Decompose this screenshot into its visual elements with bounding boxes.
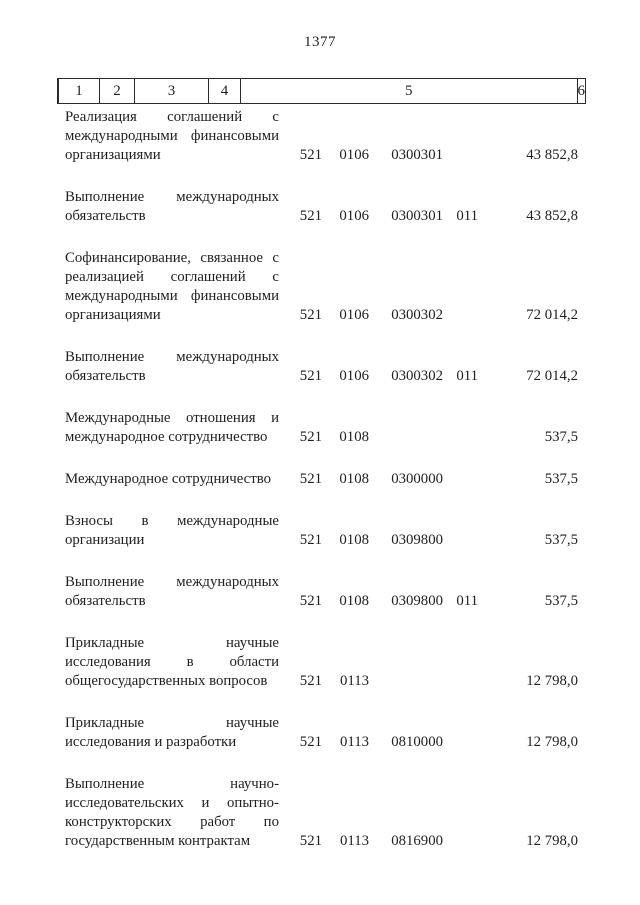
cell-agency-code: 521: [299, 471, 322, 487]
cell-agency-code: 521: [299, 429, 322, 445]
cell-name: Выполнение международных обязательств: [65, 574, 279, 609]
cell-item-code: 0300000: [391, 471, 443, 487]
cell-name: Выполнение международных обязательств: [65, 349, 279, 384]
table-row: [65, 634, 578, 691]
cell-amount: 537,5: [544, 471, 578, 487]
cell-section-code: 0108: [339, 471, 369, 487]
header-cell: 3: [134, 79, 208, 103]
cell-amount: 72 014,2: [526, 368, 578, 384]
header-cell: 4: [208, 79, 240, 103]
cell-section-code: 0113: [339, 673, 369, 689]
cell-section-code: 0106: [339, 368, 369, 384]
cell-section-code: 0106: [339, 208, 369, 224]
cell-section-code: 0113: [339, 833, 369, 849]
budget-table-body: [65, 108, 578, 874]
cell-agency-code: 521: [299, 147, 322, 163]
header-cell: 5: [240, 79, 577, 103]
table-row: [65, 573, 578, 611]
table-row: [65, 188, 578, 226]
cell-section-code: 0108: [339, 532, 369, 548]
page-number: 1377: [304, 34, 336, 50]
cell-item-code: 0309800: [391, 593, 443, 609]
header-cell: 1: [58, 79, 99, 103]
table-row: [65, 249, 578, 325]
column-number-header: [57, 78, 586, 104]
cell-item-code: 0810000: [391, 734, 443, 750]
cell-agency-code: 521: [299, 532, 322, 548]
table-row: [65, 108, 578, 165]
cell-item-code: 0300302: [391, 368, 443, 384]
cell-item-code: 0816900: [391, 833, 443, 849]
cell-name: Международные отношения и международное сотрудничество: [65, 410, 279, 445]
cell-expense-type: 011: [456, 368, 478, 384]
cell-amount: 537,5: [544, 429, 578, 445]
cell-item-code: 0300302: [391, 307, 443, 323]
cell-section-code: 0108: [339, 429, 369, 445]
table-row: [65, 348, 578, 386]
table-row: [65, 470, 578, 489]
cell-expense-type: 011: [456, 593, 478, 609]
cell-name: Прикладные научные исследования и разработки: [65, 715, 279, 750]
cell-agency-code: 521: [299, 734, 322, 750]
cell-amount: 43 852,8: [526, 208, 578, 224]
cell-item-code: 0300301: [391, 208, 443, 224]
cell-name: Прикладные научные исследования в области общегосударственных вопросов: [65, 635, 279, 689]
cell-name: Взносы в международные организации: [65, 513, 279, 548]
cell-item-code: 0309800: [391, 532, 443, 548]
cell-amount: 537,5: [544, 593, 578, 609]
cell-name: Софинансирование, связанное с реализацией соглашений с международными финансовыми организациями: [65, 250, 279, 323]
table-row: [65, 512, 578, 550]
header-cell: 6: [577, 79, 586, 103]
table-row: [65, 409, 578, 447]
cell-name: Выполнение международных обязательств: [65, 189, 279, 224]
cell-section-code: 0113: [339, 734, 369, 750]
cell-agency-code: 521: [299, 307, 322, 323]
header-cell: 2: [99, 79, 134, 103]
cell-name: Выполнение научно-исследовательских и опытно-конструкторских работ по государственным контрактам: [65, 776, 279, 849]
cell-name: Реализация соглашений с международными финансовыми организациями: [65, 109, 279, 163]
cell-amount: 43 852,8: [526, 147, 578, 163]
cell-agency-code: 521: [299, 673, 322, 689]
cell-amount: 537,5: [544, 532, 578, 548]
cell-section-code: 0108: [339, 593, 369, 609]
cell-item-code: 0300301: [391, 147, 443, 163]
cell-amount: 12 798,0: [526, 673, 578, 689]
cell-agency-code: 521: [299, 833, 322, 849]
cell-section-code: 0106: [339, 307, 369, 323]
cell-amount: 72 014,2: [526, 307, 578, 323]
table-row: [65, 714, 578, 752]
cell-agency-code: 521: [299, 593, 322, 609]
cell-name: Международное сотрудничество: [65, 471, 271, 487]
cell-section-code: 0106: [339, 147, 369, 163]
cell-amount: 12 798,0: [526, 833, 578, 849]
cell-amount: 12 798,0: [526, 734, 578, 750]
cell-agency-code: 521: [299, 208, 322, 224]
cell-agency-code: 521: [299, 368, 322, 384]
table-row: [65, 775, 578, 851]
cell-expense-type: 011: [456, 208, 478, 224]
